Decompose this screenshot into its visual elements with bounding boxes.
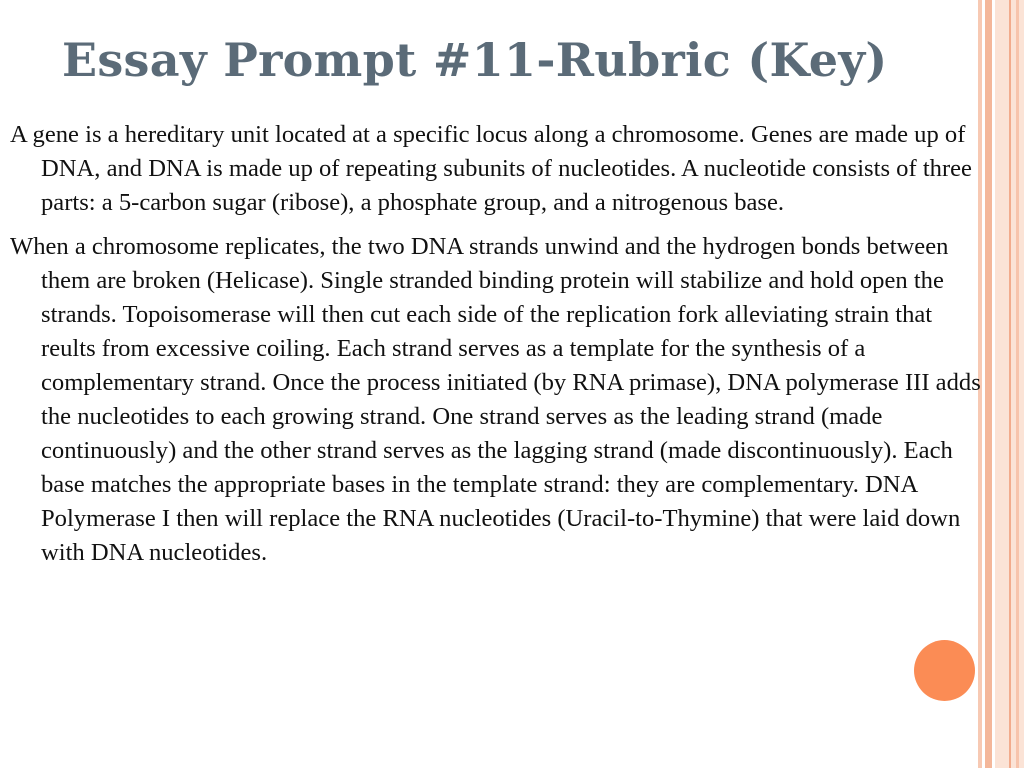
- slide-body: [10, 118, 985, 580]
- decorative-band-line: [1009, 0, 1011, 768]
- decorative-band: [985, 0, 992, 768]
- paragraph-dna-replication: When a chromosome replicates, the two DNA strands unwind and the hydrogen bonds between them are broken (Helicase). Single stranded binding protein will stabilize and hold open the strands. Topoisomerase will then cut each side of the replication fork alleviating strain that reults from excessive coiling. Each strand serves as a template for the synthesis of a complementary strand. Once the process initiated (by RNA primase), DNA polymerase III adds the nucleotides to each growing strand. One strand serves as the leading strand (made continuously) and the other strand serves as the lagging strand (made discontinuously). Each base matches the appropriate bases in the template strand: they are complementary. DNA Polymerase I then will replace the RNA nucleotides (Uracil-to-Thymine) that were laid down with DNA nucleotides.: [10, 233, 981, 566]
- slide-title: Essay Prompt #11-Rubric (Key): [62, 33, 888, 87]
- paragraph-gene-definition: A gene is a hereditary unit located at a specific locus along a chromosome. Genes are made up of DNA, and DNA is made up of repeating subunits of nucleotides. A nucleotide consists of three parts: a 5-carbon sugar (ribose), a phosphate group, and a nitrogenous base.: [10, 121, 972, 216]
- decorative-circle: [914, 640, 975, 701]
- decorative-band: [1016, 0, 1019, 768]
